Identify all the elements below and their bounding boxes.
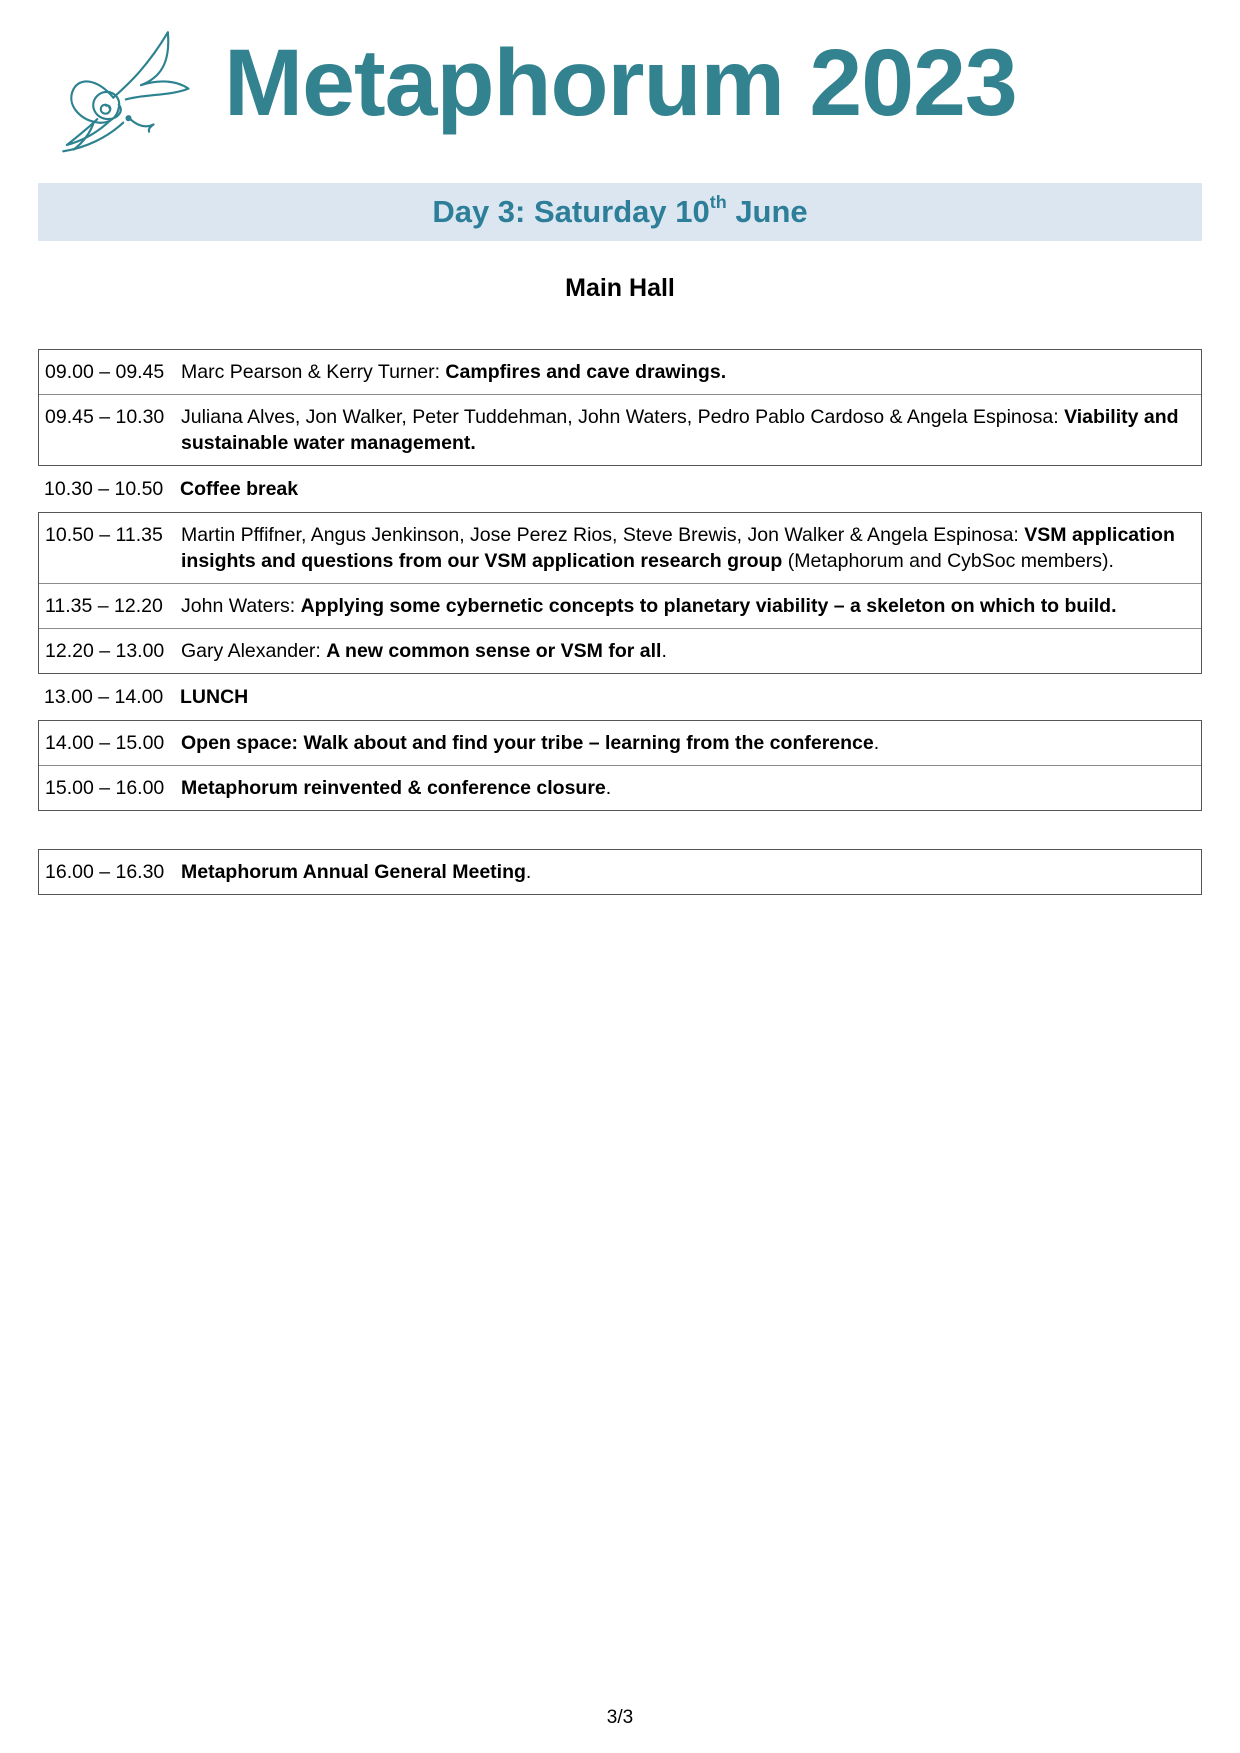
session-text-segment: Coffee break (180, 478, 299, 500)
day-banner-text: Day 3: Saturday 10 (432, 194, 710, 229)
session-text-segment: Open space: Walk about and find your tribe – learning from the conference (181, 732, 874, 754)
session-text-segment: Viability and sustainable water management. (181, 406, 1179, 454)
schedule-row (39, 628, 1201, 673)
schedule-block (38, 349, 1202, 466)
session-text-segment: Juliana Alves, Jon Walker, Peter Tuddehman, John Waters, Pedro Pablo Cardoso & Angela Espinosa: (181, 406, 1065, 428)
schedule-block (38, 720, 1202, 811)
schedule-row (39, 350, 1201, 394)
schedule-row (38, 674, 1202, 720)
session-text-segment: . (873, 732, 880, 754)
session-description (181, 350, 1201, 394)
schedule-row (39, 583, 1201, 628)
day-banner-superscript: th (709, 191, 727, 212)
session-text-segment: (Metaphorum and CybSoc members). (787, 550, 1114, 572)
time-slot: 15.00 – 16.00 (45, 777, 165, 799)
session-text-segment: Metaphorum reinvented & conference closure (181, 777, 606, 799)
hall-title: Main Hall (565, 274, 675, 302)
session-description (180, 674, 1202, 720)
day-banner (38, 183, 1202, 241)
session-text-segment: LUNCH (180, 686, 249, 708)
time-slot: 10.50 – 11.35 (45, 524, 163, 546)
session-text-segment: Martin Pffifner, Angus Jenkinson, Jose Perez Rios, Steve Brewis, Jon Walker & Angela Espinosa: (181, 524, 1025, 546)
session-text-segment: Campfires and cave drawings. (445, 361, 727, 383)
session-description (181, 584, 1201, 628)
schedule-row (38, 466, 1202, 512)
day-banner-suffix: June (726, 194, 808, 229)
schedule-block (38, 466, 1202, 512)
session-text-segment: . (525, 861, 532, 883)
session-text-segment: A new common sense or VSM for all (326, 640, 662, 662)
session-description (180, 466, 1202, 512)
session-description (181, 721, 1201, 765)
conference-title: Metaphorum 2023 (224, 30, 1017, 136)
session-description (181, 850, 1201, 894)
schedule-row (39, 394, 1201, 465)
schedule-block (38, 849, 1202, 895)
session-description (181, 766, 1201, 810)
time-slot: 12.20 – 13.00 (45, 640, 165, 662)
time-slot: 16.00 – 16.30 (45, 861, 165, 883)
session-description (181, 629, 1201, 673)
schedule-row (39, 721, 1201, 765)
session-text-segment: Gary Alexander: (181, 640, 327, 662)
session-text-segment: Metaphorum Annual General Meeting (181, 861, 526, 883)
session-text-segment: Applying some cybernetic concepts to planetary viability – a skeleton on which to build. (300, 595, 1117, 617)
time-slot: 11.35 – 12.20 (45, 595, 163, 617)
session-text-segment: John Waters: (181, 595, 301, 617)
session-text-segment: Marc Pearson & Kerry Turner: (181, 361, 446, 383)
time-slot: 09.00 – 09.45 (45, 361, 165, 383)
schedule-table (38, 349, 1202, 895)
time-slot: 10.30 – 10.50 (44, 478, 164, 500)
session-description (181, 513, 1201, 583)
time-slot: 09.45 – 10.30 (45, 406, 165, 428)
bird-logo-icon (40, 14, 192, 158)
session-description (181, 395, 1201, 465)
schedule-block (38, 674, 1202, 720)
session-text-segment: VSM application insights and questions from our VSM application research group (181, 524, 1175, 572)
time-slot: 14.00 – 15.00 (45, 732, 165, 754)
page-number: 3/3 (606, 1707, 634, 1728)
page-header (38, 12, 1202, 164)
session-text-segment: . (661, 640, 667, 662)
schedule-row (39, 850, 1201, 894)
schedule-row (39, 765, 1201, 810)
schedule-block (38, 512, 1202, 674)
schedule-row (39, 513, 1201, 583)
time-slot: 13.00 – 14.00 (44, 686, 164, 708)
session-text-segment: . (605, 777, 612, 799)
